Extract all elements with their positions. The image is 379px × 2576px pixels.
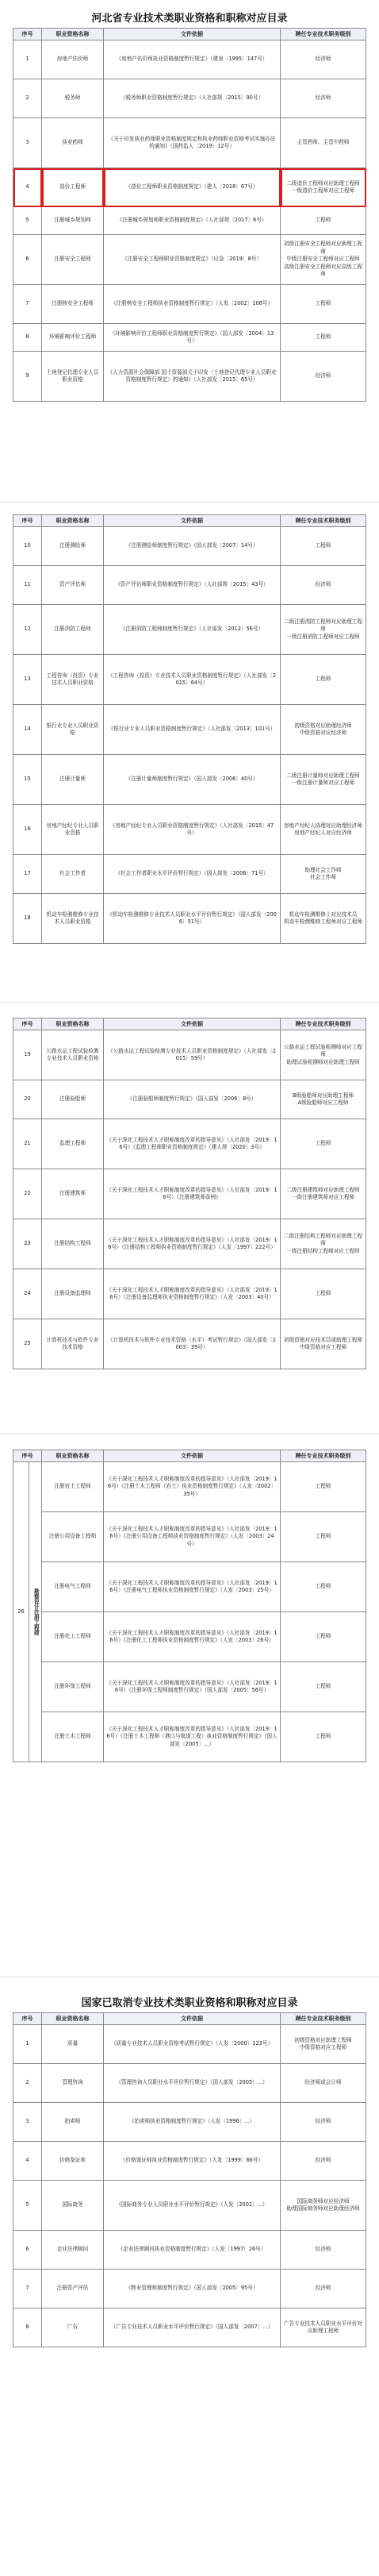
header-name: 职业资格名称 [42, 1018, 104, 1030]
cell-name: 监理工程师 [42, 1119, 104, 1169]
cell-level: 广告专业技术人员职业水平评价对应助理工程师 [281, 2308, 366, 2347]
cell-basis: 《房地产估价师执业资格制度暂行规定》（建房〔1995〕147号） [104, 40, 281, 79]
cell-no: 16 [13, 805, 42, 855]
cell-basis: 《关于深化工程技术人才职称制度改革的指导意见》（人社部发〔2019〕16号）《注册建筑师条例》 [104, 1169, 281, 1219]
cell-no: 8 [13, 2308, 42, 2347]
cell-basis: 《资产评估师职业资格制度暂行规定》（人社部规〔2015〕43号） [104, 566, 281, 605]
cell-basis: 《注册测绘师制度暂行规定》（国人部发〔2007〕14号） [104, 527, 281, 566]
cell-basis: 《注册城乡规划师职业资格制度规定》（人社部规〔2017〕6号） [104, 207, 281, 235]
cell-name: 注册安全工程师 [42, 235, 104, 285]
cell-level: 工程师 [281, 1712, 366, 1762]
cell-no: 24 [13, 1269, 42, 1319]
sheet-1-table [13, 28, 366, 402]
header-basis: 文件依据 [104, 515, 281, 527]
table-row [13, 1119, 366, 1169]
table-row [13, 527, 366, 566]
cell-level: 机动车检测维修士对应技术员 机动车检测维修工程师对应工程师 [281, 894, 366, 944]
sheet-5-table [13, 2012, 366, 2347]
header-no: 序号 [13, 29, 42, 40]
cell-level: 经济师 [281, 2270, 366, 2308]
cell-basis: 《人力资源社会保障部 国土资源部关于印发〈土地登记代理专业人员职业资格制度暂行规定〉的通知》（人社部发〔2015〕65号） [104, 352, 281, 402]
cell-basis: 《计算机技术与软件专业技术资格（水平）考试暂行规定》（国人部发〔2003〕39号） [104, 1319, 281, 1369]
header-level: 聘任专业技术职务级别 [281, 515, 366, 527]
cell-basis: 《关于深化工程技术人才职称制度改革的指导意见》（人社部发〔2019〕16号）《注册电气工程师执业资格制度暂行规定》（人发〔2003〕25号） [104, 1562, 281, 1612]
cell-level: 工程师 [281, 1662, 366, 1712]
cell-no: 10 [13, 527, 42, 566]
cell-level: 房地产经纪人协理对应助理经济师 房地产经纪人对应经济师 [281, 805, 366, 855]
cell-name: 注册资产评估 [42, 2270, 104, 2308]
cell-basis: 《物业管理师制度暂行规定》（国人部发〔2005〕95号） [104, 2270, 281, 2308]
cell-basis: 《机动车检测维修专业技术人员职业水平评价暂行规定》（国人部发〔2006〕51号） [104, 894, 281, 944]
cell-name: 注册计量师 [42, 755, 104, 805]
cell-name: 价格鉴证师 [42, 2142, 104, 2181]
sheet-3-table [13, 1018, 366, 1369]
cell-basis: 《房地产经纪专业人员职业资格制度暂行规定》（人社部发〔2015〕47号） [104, 805, 281, 855]
table-row [13, 2181, 366, 2231]
cell-basis: 《注册消防工程师制度暂行规定》（人社部发〔2012〕56号） [104, 605, 281, 655]
cell-no: 4 [13, 2142, 42, 2181]
header-basis: 文件依据 [104, 1018, 281, 1030]
cell-level: 国际商务师对应经济师 助理国际商务师对应助理经济师 [281, 2181, 366, 2231]
cell-basis: 《注册计量师制度暂行规定》（国人部发〔2006〕40号） [104, 755, 281, 805]
cell-name: 注册设备监理师 [42, 1269, 104, 1319]
sheet-2 [13, 514, 366, 944]
table-row [13, 894, 366, 944]
cell-basis: 《关于深化工程技术人才职称制度改革的指导意见》（人社部发〔2019〕16号）《注册土木工程师（港口与航道工程）执业资格制度暂行规定》（国人部发〔2005〕...） [104, 1712, 281, 1762]
sheet-3 [13, 1018, 366, 1369]
cell-name: 注册环保工程师 [42, 1662, 104, 1712]
cell-name: 注册土木工程师 [42, 1712, 104, 1762]
cell-name: 企业法律顾问 [42, 2231, 104, 2270]
cell-basis: 《注册安全工程师职业资格制度规定》（应急〔2019〕8号） [104, 235, 281, 285]
cell-level: 二级注册结构工程师对应助理工程师 一级注册结构工程师对应工程师 [281, 1219, 366, 1269]
header-level: 聘任专业技术职务级别 [281, 1018, 366, 1030]
cell-basis: 《税务师职业资格制度暂行规定》（人社部规〔2015〕90号） [104, 79, 281, 118]
cell-group-no: 26 [13, 1462, 29, 1762]
cell-name: 银行业专业人员职业资格 [42, 705, 104, 755]
cell-no: 1 [13, 2025, 42, 2064]
cell-no: 21 [13, 1119, 42, 1169]
table-row-highlighted [13, 168, 366, 207]
cell-level: 经济师 [281, 40, 366, 79]
table-row [13, 2270, 366, 2308]
cell-no: 5 [13, 207, 42, 235]
table-row [13, 235, 366, 285]
cell-no: 8 [13, 324, 42, 352]
cell-level: 工程师 [281, 655, 366, 705]
cell-name: 计算机技术与软件专业技术资格 [42, 1319, 104, 1369]
cell-level: 经济师 [281, 352, 366, 402]
cell-basis: 《关于深化工程技术人才职称制度改革的指导意见》（人社部发〔2019〕16号）《监理工程师职业资格制度规定》（建人规〔2020〕3号） [104, 1119, 281, 1169]
header-basis: 文件依据 [104, 2013, 281, 2025]
cell-level: 二级注册计量师对应助理工程师 一级注册计量师对应工程师 [281, 755, 366, 805]
header-basis: 文件依据 [104, 29, 281, 40]
cell-level: 初级资格对应助理工程师 中级资格对应工程师 [281, 2025, 366, 2064]
cell-level: 初级资格对应技术员或助理工程师 中级资格对应工程师 [281, 1319, 366, 1369]
table-row [13, 1080, 366, 1119]
table-row [13, 805, 366, 855]
table-header-row [13, 29, 366, 40]
table-row [13, 2142, 366, 2181]
cell-level: 公路水运工程试验检测师对应工程师 助理试验检测师对应助理工程师 [281, 1030, 366, 1080]
cell-no: 22 [13, 1169, 42, 1219]
header-level: 聘任专业技术职务级别 [281, 1450, 366, 1462]
cell-no: 25 [13, 1319, 42, 1369]
cell-no: 11 [13, 566, 42, 605]
cell-level: 经济师 [281, 566, 366, 605]
cell-level: 初级资格对应助理经济师 中级资格对应经济师 [281, 705, 366, 755]
cell-level: 工程师 [281, 207, 366, 235]
cell-level: 工程师 [281, 1612, 366, 1662]
table-header-row [13, 2013, 366, 2025]
cell-no: 20 [13, 1080, 42, 1119]
header-no: 序号 [13, 515, 42, 527]
cell-name: 造价工程师 [42, 168, 104, 207]
cell-no: 3 [13, 2103, 42, 2142]
cell-name: 注册消防工程师 [42, 605, 104, 655]
cell-basis: 《注册验船师制度暂行规定》（国人部发〔2006〕8号） [104, 1080, 281, 1119]
cell-level: 工程师 [281, 1562, 366, 1612]
cell-basis: 《管理咨询人员职业水平评价暂行规定》（国人部发〔2005〕...） [104, 2064, 281, 2103]
header-name: 职业资格名称 [42, 1450, 104, 1462]
cell-basis: 《质量专业技术人员职业资格考试暂行规定》（人发〔2000〕123号） [104, 2025, 281, 2064]
cell-name: 管理咨询 [42, 2064, 104, 2103]
cell-no: 13 [13, 655, 42, 705]
cell-basis: 《广告专业技术人员职业水平评价暂行规定》（国人部发〔2007〕...） [104, 2308, 281, 2347]
cell-name: 土地登记代理专业人员职业资格 [42, 352, 104, 402]
cell-no: 6 [13, 235, 42, 285]
cell-level: 工程师 [281, 285, 366, 324]
cell-no: 17 [13, 855, 42, 894]
cell-level: 二级造价工程师对应助理工程师 一级造价工程师对应工程师 [281, 168, 366, 207]
table-row [13, 705, 366, 755]
header-name: 职业资格名称 [42, 2013, 104, 2025]
cell-no: 12 [13, 605, 42, 655]
cell-level: 工程师 [281, 1119, 366, 1169]
cell-basis: 《国际商务专业人员职业水平评价暂行规定》（人发〔2001〕...） [104, 2181, 281, 2231]
cell-no: 1 [13, 40, 42, 79]
header-level: 聘任专业技术职务级别 [281, 29, 366, 40]
table-row [13, 352, 366, 402]
table-row [13, 1269, 366, 1319]
table-row [13, 79, 366, 118]
table-header-row [13, 1450, 366, 1462]
table-row [13, 2025, 366, 2064]
table-row [13, 566, 366, 605]
cell-level: 工程师 [281, 324, 366, 352]
cell-level: 工程师 [281, 527, 366, 566]
cell-level: 初级注册安全工程师对应助理工程师 中级注册安全工程师对应工程师 高级注册安全工程师对应高级工程师 [281, 235, 366, 285]
table-row [13, 655, 366, 705]
cell-no: 9 [13, 352, 42, 402]
table-row [13, 1662, 366, 1712]
table-row [13, 2231, 366, 2270]
cell-no: 18 [13, 894, 42, 944]
cell-no: 14 [13, 705, 42, 755]
cell-no: 6 [13, 2231, 42, 2270]
header-basis: 文件依据 [104, 1450, 281, 1462]
cell-name: 注册测绘师 [42, 527, 104, 566]
sheet-2-table [13, 514, 366, 944]
table-row [13, 1712, 366, 1762]
cell-basis: 《拍卖师执业资格制度暂行规定》（人发〔1996〕...） [104, 2103, 281, 2142]
table-row [13, 1030, 366, 1080]
page-divider [0, 1002, 379, 1003]
cell-name: 注册验船师 [42, 1080, 104, 1119]
table-header-row [13, 1018, 366, 1030]
cell-group-name: 勘察设计注册工程师 [29, 1462, 42, 1762]
cell-name: 机动车检测维修专业技术人员职业资格 [42, 894, 104, 944]
cell-level: 经济师 [281, 2142, 366, 2181]
cell-level: 经济师或会计师 [281, 2064, 366, 2103]
cell-no: 2 [13, 2064, 42, 2103]
cell-name: 注册结构工程师 [42, 1219, 104, 1269]
sheet-5-title: 国家已取消专业技术类职业资格和职称对应目录 [81, 1997, 298, 2009]
header-name: 职业资格名称 [42, 515, 104, 527]
table-row [13, 1169, 366, 1219]
cell-level: 主管药师、主管中药师 [281, 118, 366, 168]
table-row [13, 855, 366, 894]
cell-basis: 《关于深化工程技术人才职称制度改革的指导意见》（人社部发〔2019〕16号）《注册公用设备工程师执业资格制度暂行规定》（人发〔2003〕24号） [104, 1512, 281, 1562]
cell-no: 7 [13, 2270, 42, 2308]
cell-name: 房地产经纪专业人员职业资格 [42, 805, 104, 855]
table-row [13, 1562, 366, 1612]
table-row [13, 1319, 366, 1369]
cell-level: 二级注册建筑师对应助理工程师 一级注册建筑师对应工程师 [281, 1169, 366, 1219]
cell-no: 4 [13, 168, 42, 207]
cell-name: 注册化工工程师 [42, 1612, 104, 1662]
table-row [13, 285, 366, 324]
cell-name: 社会工作者 [42, 855, 104, 894]
table-row [13, 755, 366, 805]
table-row [13, 2308, 366, 2347]
cell-level: 经济师 [281, 2103, 366, 2142]
cell-no: 5 [13, 2181, 42, 2231]
table-row [13, 1462, 366, 1512]
cell-basis: 《关于深化工程技术人才职称制度改革的指导意见》（人社部发〔2019〕16号）《注册环保工程师制度暂行规定》（国人部发〔2005〕56号） [104, 1662, 281, 1712]
cell-name: 拍卖师 [42, 2103, 104, 2142]
table-row [13, 324, 366, 352]
sheet-1-title: 河北省专业技术类职业资格和职称对应目录 [91, 13, 288, 25]
cell-no: 19 [13, 1030, 42, 1080]
sheet-4 [13, 1450, 366, 1762]
table-row [13, 2064, 366, 2103]
cell-name: 房地产估价师 [42, 40, 104, 79]
cell-basis: 《价格鉴证师执业资格制度暂行规定》（人发〔1999〕66号） [104, 2142, 281, 2181]
table-row [13, 1219, 366, 1269]
table-row [13, 2103, 366, 2142]
cell-basis: 《关于印发执业药师职业资格制度规定和执业药师职业资格考试实施办法的通知》（国药监人〔2019〕12号） [104, 118, 281, 168]
table-row [13, 40, 366, 79]
table-row [13, 1512, 366, 1562]
cell-no: 23 [13, 1219, 42, 1269]
cell-name: 注册建筑师 [42, 1169, 104, 1219]
cell-no: 15 [13, 755, 42, 805]
cell-basis: 《关于深化工程技术人才职称制度改革的指导意见》（人社部发〔2019〕16号）《注册设备监理师执业资格制度暂行规定》（人发〔2003〕40号） [104, 1269, 281, 1319]
cell-basis: 《关于深化工程技术人才职称制度改革的指导意见》（人社部发〔2019〕16号）《注册结构工程师执业资格制度暂行规定》（人发〔1997〕222号） [104, 1219, 281, 1269]
cell-no: 7 [13, 285, 42, 324]
header-no: 序号 [13, 1018, 42, 1030]
sheet-5 [13, 1989, 366, 2347]
cell-level: 工程师 [281, 1462, 366, 1512]
cell-basis: 《关于深化工程技术人才职称制度改革的指导意见》（人社部发〔2019〕16号）《注册土木工程师（岩土）执业资格制度暂行规定》（人发〔2002〕35号） [104, 1462, 281, 1512]
cell-basis: 《工程咨询（投资）专业技术人员职业资格制度暂行规定》（人社部发〔2015〕64号） [104, 655, 281, 705]
cell-name: 工程咨询（投资）专业技术人员职业资格 [42, 655, 104, 705]
cell-name: 环境影响评价工程师 [42, 324, 104, 352]
cell-name: 注册岩土工程师 [42, 1462, 104, 1512]
table-row [13, 207, 366, 235]
cell-basis: 《社会工作者职业水平评价暂行规定》（国人部发〔2006〕71号） [104, 855, 281, 894]
cell-name: 注册公用设备工程师 [42, 1512, 104, 1562]
cell-level: 工程师 [281, 1512, 366, 1562]
cell-name: 资产评估师 [42, 566, 104, 605]
cell-name: 国际商务 [42, 2181, 104, 2231]
sheet-4-table [13, 1450, 366, 1762]
sheet-1 [13, 5, 366, 402]
cell-level: 经济师 [281, 79, 366, 118]
cell-name: 执业药师 [42, 118, 104, 168]
cell-name: 注册电气工程师 [42, 1562, 104, 1612]
cell-level: 二级注册消防工程师对应助理工程师 一级注册消防工程师对应工程师 [281, 605, 366, 655]
cell-basis: 《银行业专业人员职业资格制度暂行规定》（人社部发〔2013〕101号） [104, 705, 281, 755]
header-no: 序号 [13, 1450, 42, 1462]
header-level: 聘任专业技术职务级别 [281, 2013, 366, 2025]
cell-basis: 《企业法律顾问执业资格制度暂行规定》（人发〔1997〕26号） [104, 2231, 281, 2270]
cell-no: 3 [13, 118, 42, 168]
cell-basis: 《公路水运工程试验检测专业技术人员职业资格制度规定》（人社部发〔2015〕59号） [104, 1030, 281, 1080]
table-row [13, 605, 366, 655]
cell-basis: 《关于深化工程技术人才职称制度改革的指导意见》（人社部发〔2019〕16号）《注册化工工程师执业资格制度暂行规定》（人发〔2003〕26号） [104, 1612, 281, 1662]
cell-no: 2 [13, 79, 42, 118]
cell-level: B级验船师对应助理工程师 A级验船师对应工程师 [281, 1080, 366, 1119]
cell-name: 注册城乡规划师 [42, 207, 104, 235]
cell-name: 广告 [42, 2308, 104, 2347]
table-header-row [13, 515, 366, 527]
cell-basis: 《环境影响评价工程师职业资格制度暂行规定》（国人部发〔2004〕13号） [104, 324, 281, 352]
header-name: 职业资格名称 [42, 29, 104, 40]
cell-level: 工程师 [281, 1269, 366, 1319]
header-no: 序号 [13, 2013, 42, 2025]
cell-name: 公路水运工程试验检测专业技术人员职业资格 [42, 1030, 104, 1080]
cell-level: 助理社会工作师 社会工作师 [281, 855, 366, 894]
table-row [13, 118, 366, 168]
cell-name: 质量 [42, 2025, 104, 2064]
cell-basis: 《造价工程师职业资格制度规定》（建人〔2018〕67号） [104, 168, 281, 207]
cell-basis: 《注册核安全工程师执业资格制度暂行规定》（人发〔2002〕106号） [104, 285, 281, 324]
cell-name: 税务师 [42, 79, 104, 118]
cell-level: 经济师 [281, 2231, 366, 2270]
cell-name: 注册核安全工程师 [42, 285, 104, 324]
table-row [13, 1612, 366, 1662]
